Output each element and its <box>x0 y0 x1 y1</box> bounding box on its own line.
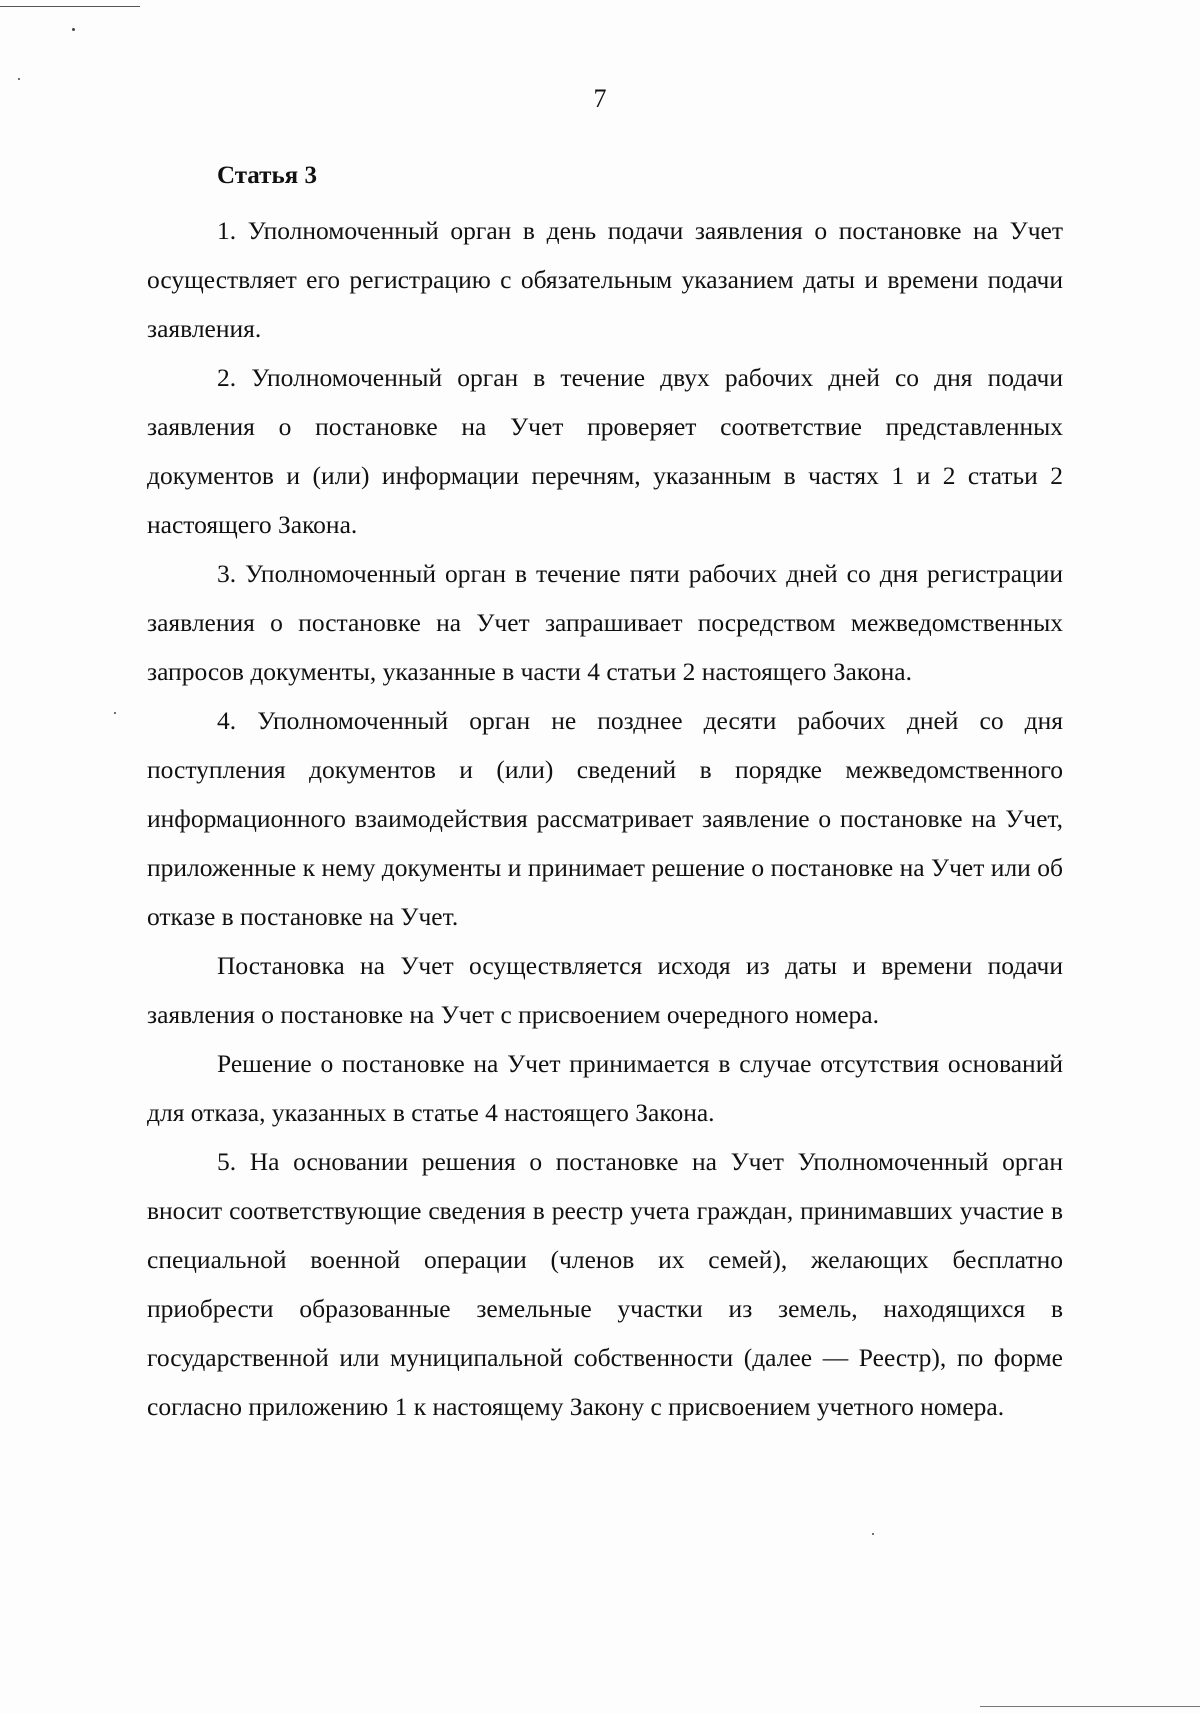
paragraph-4-decision: Решение о постановке на Учет принимается в случае отсутствия оснований для отказа, указанных в статье 4 настоящего Закона. <box>147 1049 1063 1127</box>
scan-speck <box>872 1533 874 1535</box>
paragraph-3: 3. Уполномоченный орган в течение пяти рабочих дней со дня регистрации заявления о постановке на Учет запрашивает посредством межведомственных запросов документы, указанные в части 4 статьи 2 настоящего Закона. <box>147 559 1063 686</box>
paragraph-4: 4. Уполномоченный орган не позднее десяти рабочих дней со дня поступления документов и (или) сведений в порядке межведомственного информационного взаимодействия рассматривает заявление о постановке на Учет, приложенные к нему документы и принимает решение о постановке на Учет или об отказе в постановке на Учет. <box>147 706 1063 931</box>
article-title: Статья 3 <box>217 162 317 189</box>
paragraph-5: 5. На основании решения о постановке на Учет Уполномоченный орган вносит соответствующие сведения в реестр учета граждан, принимавших участие в специальной военной операции (членов их семей), желающих бесплатно приобрести образованные земельные участки из земель, находящихся в государственной или муниципальной собственности (далее — Реестр), по форме согласно приложению 1 к настоящему Закону с присвоением учетного номера. <box>147 1147 1063 1421</box>
paragraph-2: 2. Уполномоченный орган в течение двух рабочих дней со дня подачи заявления о постановке на Учет проверяет соответствие представленных документов и (или) информации перечням, указанным в частях 1 и 2 статьи 2 настоящего Закона. <box>147 363 1063 539</box>
page-number <box>0 84 1200 114</box>
scan-speck <box>18 78 20 80</box>
paragraph-1: 1. Уполномоченный орган в день подачи заявления о постановке на Учет осуществляет его регистрацию с обязательным указанием даты и времени подачи заявления. <box>147 216 1063 343</box>
scan-speck <box>72 28 75 31</box>
page-number-text: 7 <box>593 84 607 113</box>
scan-artifact-line <box>980 1706 1200 1707</box>
scan-artifact-line <box>0 6 140 7</box>
article-body <box>147 158 1063 1431</box>
paragraph-4-continuation: Постановка на Учет осуществляется исходя из даты и времени подачи заявления о постановке на Учет с присвоением очередного номера. <box>147 951 1063 1029</box>
scan-speck <box>114 712 116 714</box>
